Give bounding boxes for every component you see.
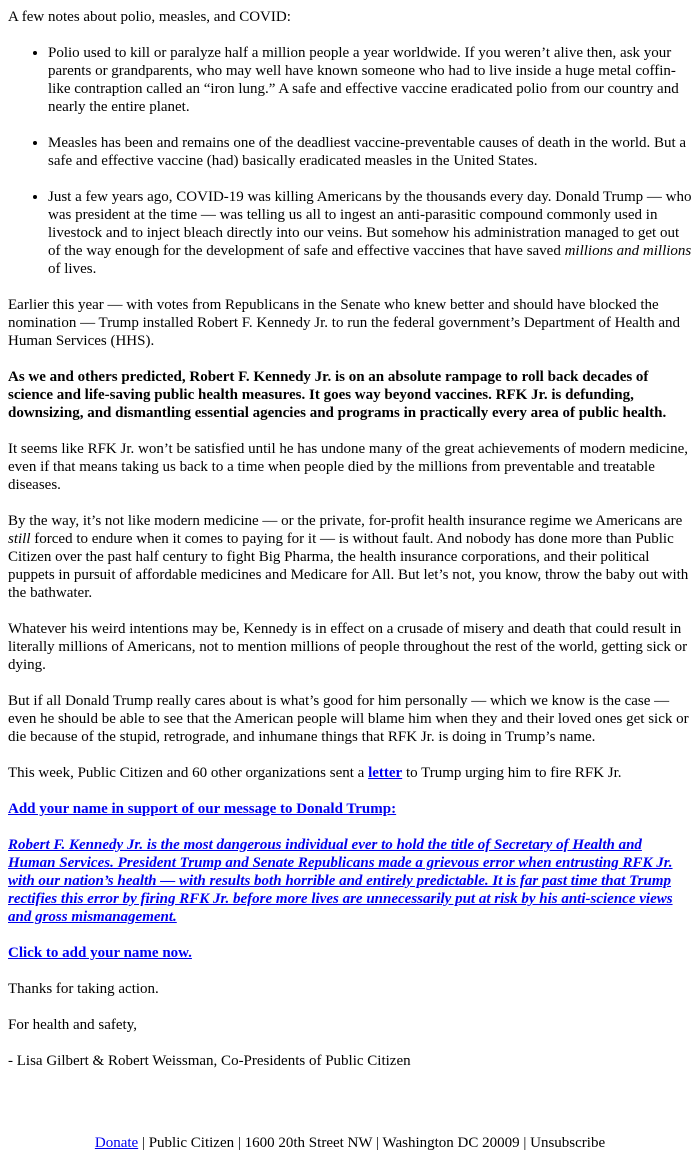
footer-city: Washington DC 20009 bbox=[382, 1135, 520, 1151]
thanks-text: Thanks for taking action. bbox=[8, 981, 159, 997]
this-week-text-end: to Trump urging him to fire RFK Jr. bbox=[402, 765, 622, 781]
add-name-link[interactable]: Add your name in support of our message to Donald Trump: bbox=[8, 801, 397, 817]
letter-link[interactable]: letter bbox=[368, 765, 403, 781]
petition-link[interactable]: Robert F. Kennedy Jr. is the most dangerous individual ever to hold the title of Secretary of Health and Human Services. President Trump and Senate Republicans made a grievous error when entrusting RFK Jr. with our nation’s health — with results both horrible and entirely predictable. It is far past time that Trump rectifies this error by firing RFK Jr. before more lives are unnecessarily put at risk by his anti-science views and gross mismanagement. bbox=[8, 837, 673, 925]
byway-emphasis: still bbox=[8, 531, 31, 547]
unsubscribe-text[interactable]: Unsubscribe bbox=[530, 1135, 606, 1151]
footer-separator: | bbox=[519, 1135, 531, 1151]
add-name-paragraph bbox=[8, 800, 692, 818]
signature-text: - Lisa Gilbert & Robert Weissman, Co-Presidents of Public Citizen bbox=[8, 1053, 411, 1069]
footer-org-name: Public Citizen bbox=[148, 1135, 235, 1151]
click-paragraph bbox=[8, 944, 692, 962]
covid-text-start: Just a few years ago, COVID-19 was killing Americans by the thousands every day. Donald Trump — who was president at the time — was telling us all to ingest an anti-parasitic compound commonly used in livestock and to inject bleach directly into our veins. But somehow his administration managed to get out of the way enough for the development of safe and effective vaccines that have saved bbox=[48, 189, 692, 259]
donate-link[interactable]: Donate bbox=[94, 1135, 139, 1151]
footer bbox=[0, 1134, 700, 1152]
paragraph-by-the-way bbox=[8, 512, 692, 602]
paragraph-predicted: As we and others predicted, Robert F. Kennedy Jr. is on an absolute rampage to roll back decades of science and life-saving public health measures. It goes way beyond vaccines. RFK Jr. is defunding, downsizing, and dismantling essential agencies and programs in practically every area of public health. bbox=[8, 369, 667, 421]
covid-text-end: of lives. bbox=[48, 261, 97, 277]
signoff-text: For health and safety, bbox=[8, 1017, 137, 1033]
footer-separator: | bbox=[372, 1135, 383, 1151]
footer-separator: | bbox=[138, 1135, 149, 1151]
paragraph-earlier: Earlier this year — with votes from Republicans in the Senate who knew better and should have blocked the nomination — Trump installed Robert F. Kennedy Jr. to run the federal government’s Department of Health and Human Services (HHS). bbox=[8, 297, 681, 349]
footer-address: 1600 20th Street NW bbox=[244, 1135, 373, 1151]
footer-separator: | bbox=[234, 1135, 245, 1151]
list-item-covid bbox=[48, 188, 692, 278]
email-body bbox=[8, 8, 692, 1088]
paragraph-whatever: Whatever his weird intentions may be, Kennedy is in effect on a crusade of misery and death that could result in literally millions of Americans, not to mention millions of people throughout the rest of the world, getting sick or dying. bbox=[8, 621, 688, 673]
petition-paragraph bbox=[8, 836, 692, 926]
covid-emphasis: millions and millions bbox=[564, 243, 692, 259]
list-item-measles: • Measles has been and remains one of the deadliest vaccine-preventable causes of death in the world. But a safe and effective vaccine (had) basically eradicated measles in the United States. bbox=[48, 134, 692, 170]
byway-text-end: forced to endure when it comes to paying for it — is without fault. And nobody has done more than Public Citizen over the past half century to fight Big Pharma, the health insurance corporations, and their political puppets in pursuit of affordable medicines and Medicare for All. But let’s not, you know, throw the baby out with the bathwater. bbox=[8, 531, 689, 601]
byway-text-start: By the way, it’s not like modern medicine — or the private, for-profit health insurance regime we Americans are bbox=[8, 513, 683, 529]
paragraph-but-if: But if all Donald Trump really cares about is what’s good for him personally — which we know is the case — even he should be able to see that the American people will blame him when they and their loved ones get sick or die because of the stupid, retrograde, and inhumane things that RFK Jr. is doing in Trump’s name. bbox=[8, 693, 689, 745]
click-to-add-name-link[interactable]: Click to add your name now. bbox=[8, 945, 192, 961]
list-item-polio: • Polio used to kill or paralyze half a million people a year worldwide. If you weren’t alive then, ask your parents or grandparents, who may well have known someone who had to live inside a huge metal coffin-like contraption called an “iron lung.” A safe and effective vaccine eradicated polio from our country and nearly the entire planet. bbox=[48, 44, 692, 116]
intro-text: A few notes about polio, measles, and COVID: bbox=[8, 9, 291, 25]
paragraph-satisfied: It seems like RFK Jr. won’t be satisfied until he has undone many of the great achievements of modern medicine, even if that means taking us back to a time when people died by the millions from preventable and treatable diseases. bbox=[8, 441, 688, 493]
notes-list bbox=[8, 44, 692, 278]
paragraph-this-week bbox=[8, 764, 692, 782]
this-week-text-start: This week, Public Citizen and 60 other organizations sent a bbox=[8, 765, 369, 781]
